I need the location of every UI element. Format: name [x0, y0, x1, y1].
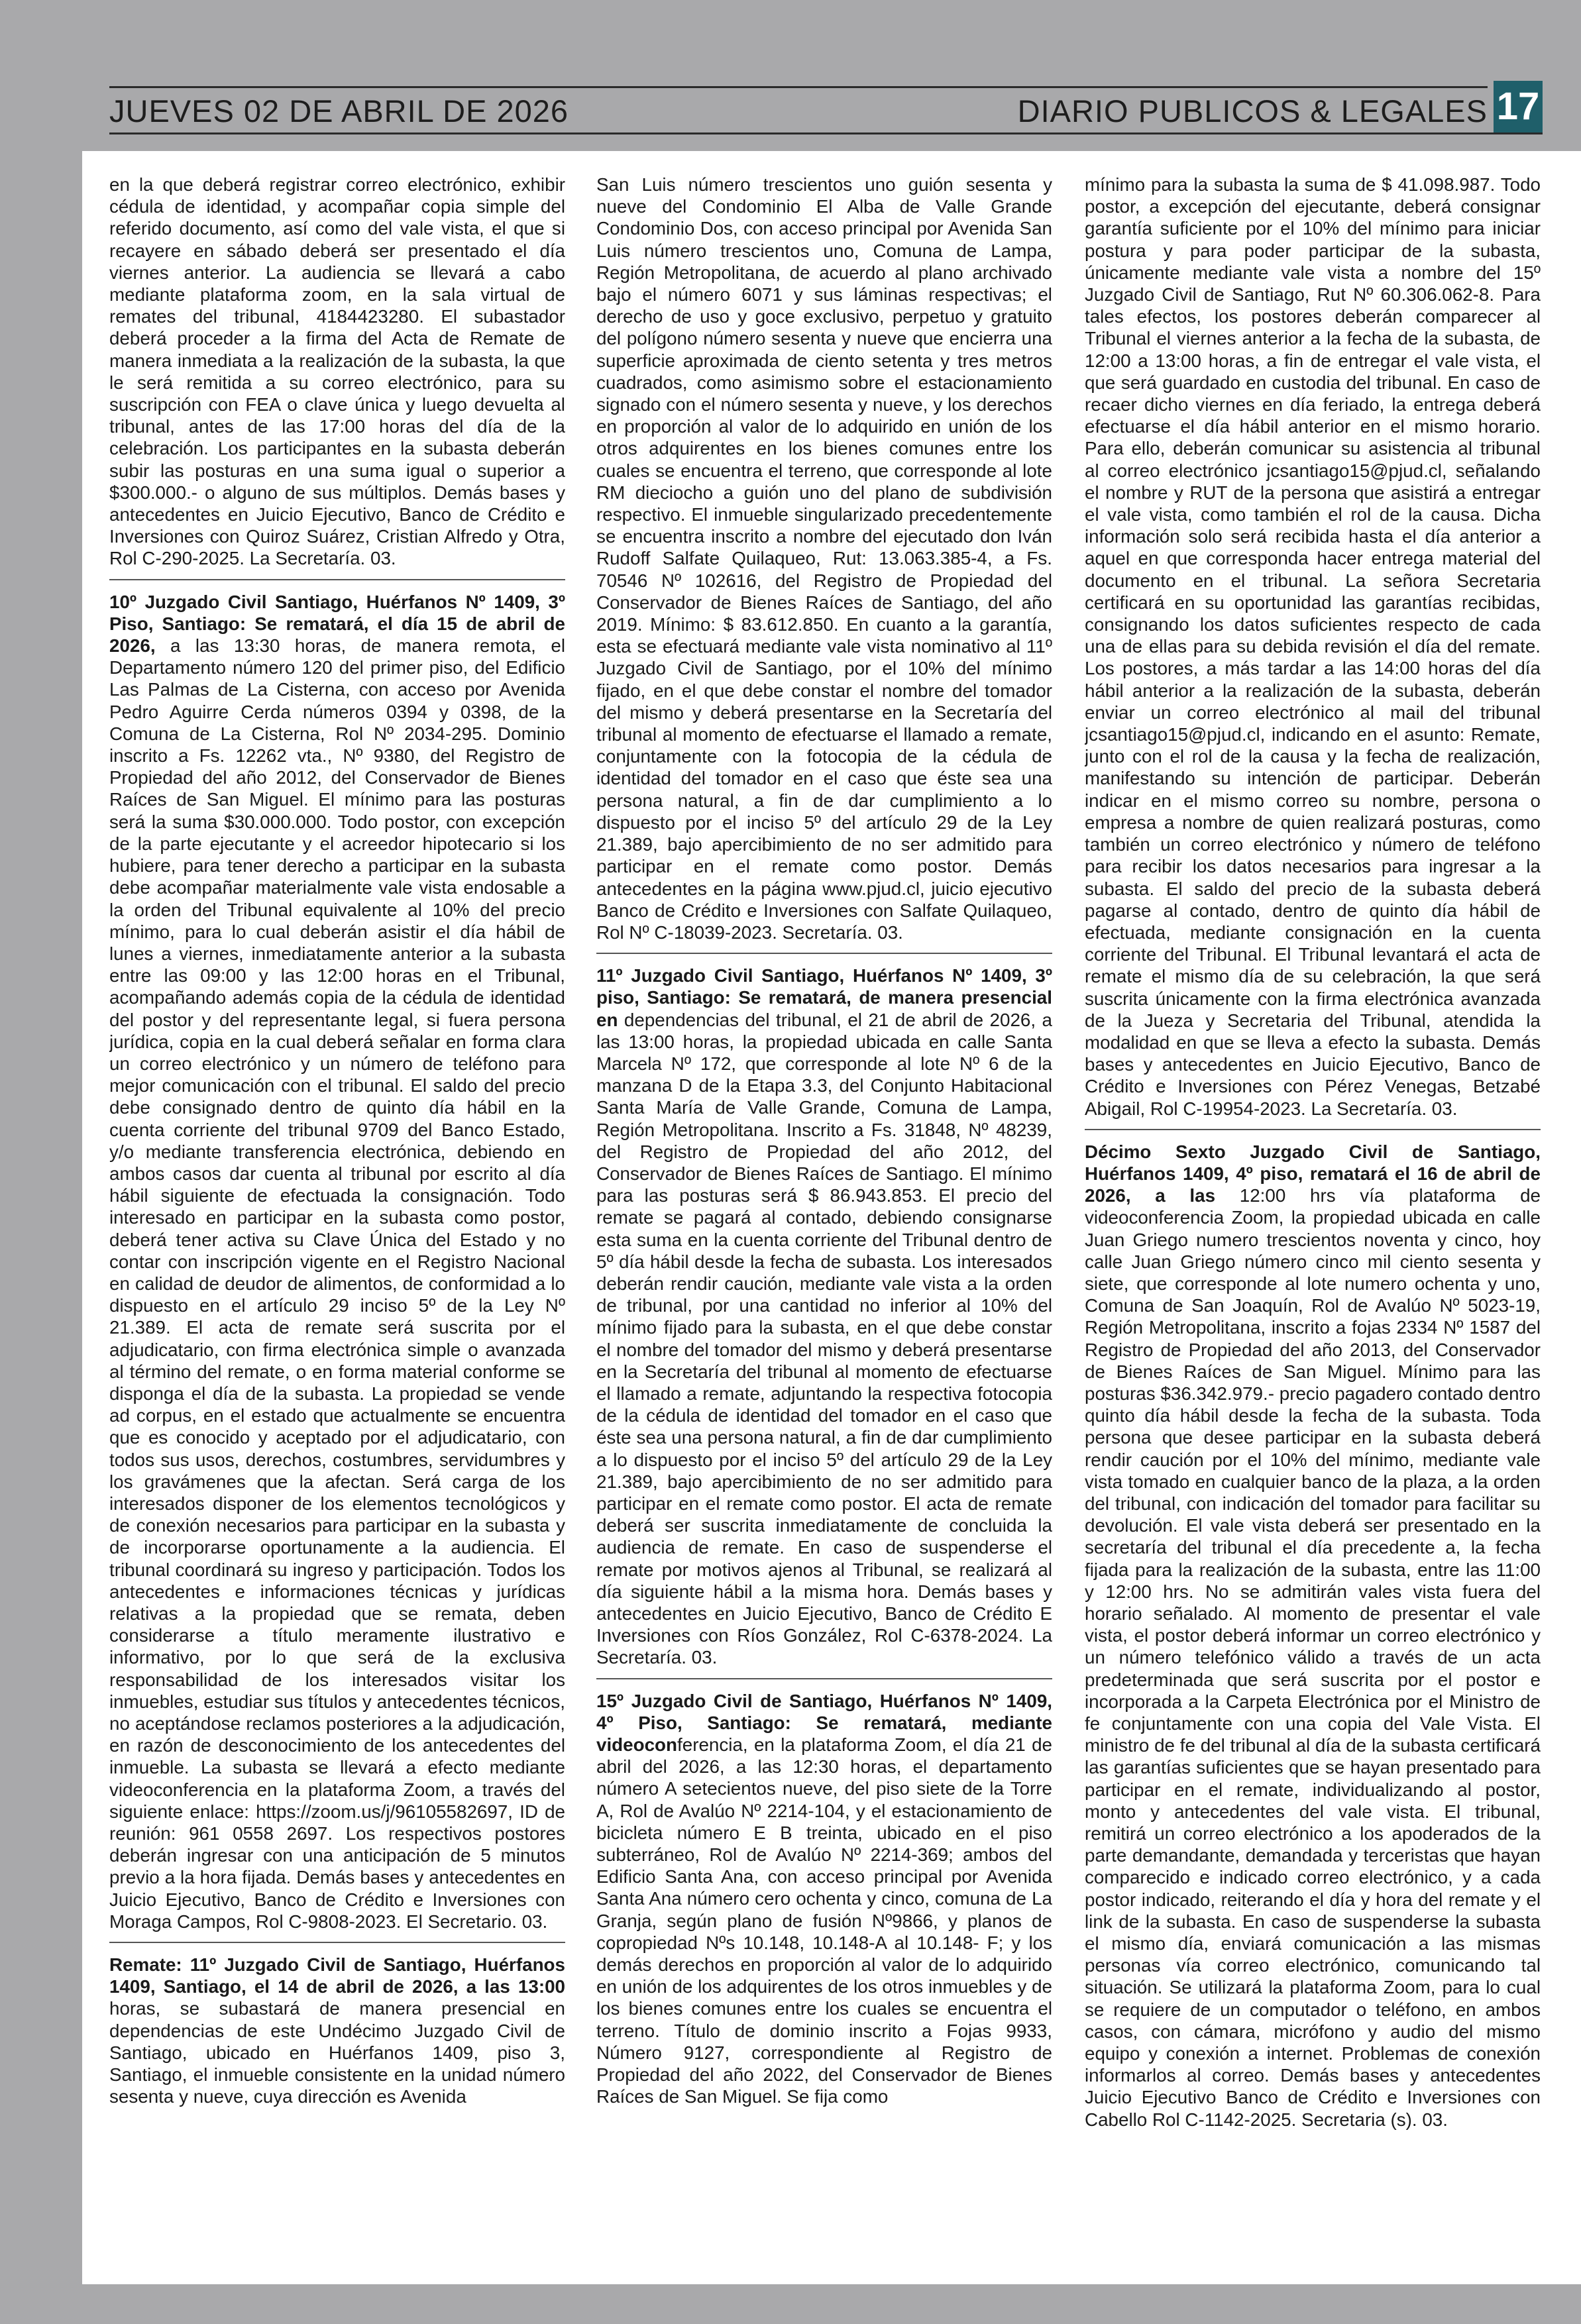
publication-title: DIARIO PUBLICOS & LEGALES: [1017, 93, 1488, 129]
header-top-rule: [109, 86, 1488, 88]
notice-body: en la que deberá registrar correo electrónico, exhibir cédula de identidad, y acompañar copia simple del referido documento, así como del vale vista, el que si recayere en sábado deberá ser presentado el día viernes anterior. La audiencia se llevará a cabo mediante plataforma zoom, en la sala virtual de remates del tribunal, 4184423280. El subastador deberá proceder a la firma del Acta de Remate de manera inmediata a la realización de la subasta, la que le será remitida a su correo electrónico, para su suscripción con FEA o clave única y luego devuelta al tribunal, antes de las 17:00 horas del día de la celebración. Los participantes en la subasta deberán subir las posturas en una suma igual o superior a $300.000.- o alguno de sus múltiplos. Demás bases y antecedentes en Juicio Ejecutivo, Banco de Crédito e Inversiones con Quiroz Suárez, Cristian Alfredo y Otra, Rol C-290-2025. La Secretaría. 03.: [109, 174, 565, 569]
legal-notice: [109, 591, 565, 1932]
notice-separator: [596, 1678, 1052, 1679]
legal-notice: [596, 1690, 1052, 2108]
notice-separator: [1085, 1129, 1541, 1130]
notice-body: a las 13:30 horas, de manera remota, el Departamento número 120 del primer piso, del Edificio Las Palmas de La Cisterna, con acceso por Avenida Pedro Aguirre Cerda números 0394 y 0398, de la Comuna de La Cisterna, Rol Nº 2034-295. Dominio inscrito a Fs. 12262 vta., Nº 9380, del Registro de Propiedad del año 2012, del Conservador de Bienes Raíces de San Miguel. El mínimo para las posturas será la suma $30.000.000. Todo postor, con excepción de la parte ejecutante y el acreedor hipotecario si los hubiere, para tener derecho a participar en la subasta debe acompañar materialmente vale vista endosable a la orden del Tribunal equivalente al 10% del precio mínimo, para lo cual deberán asistir el día hábil de lunes a viernes, inmediatamente anterior a la subasta entre las 09:00 y las 12:00 horas en el Tribunal, acompañando además copia de la cédula de identidad del postor y del representante legal, si fuera persona jurídica, copia en la cual deberá señalar en forma clara un correo electrónico y un número de teléfono para mejor comunicación con el tribunal. El saldo del precio debe consignado dentro de quinto día hábil en la cuenta corriente del tribunal 9709 del Banco Estado, y/o mediante transferencia electrónica, debiendo en ambos casos dar cuenta al tribunal por escrito al día hábil siguiente de efectuada la consignación. Todo interesado en participar en la subasta como postor, deberá tener activa su Clave Única del Estado y no contar con inscripción vigente en el Registro Nacional en calidad de deudor de alimentos, de conformidad a lo dispuesto en el artículo 29 inciso 5º de la Ley Nº 21.389. El acta de remate será suscrita por el adjudicatario, con firma electrónica simple o avanzada al término del remate, o en forma material conforme se disponga el día de la subasta. La propiedad se vende ad corpus, en el estado que actualmente se encuentra que es conocido y aceptado por el adjudicatario, con todos sus usos, derechos, costumbres, servidumbres y los gravámenes que la afectan. Será carga de los interesados disponer de los elementos tecnológicos y de conexión necesarios para participar en la subasta y de incorporarse oportunamente a la audiencia. El tribunal coordinará su ingreso y participación. Todos los antecedentes e informaciones técnicas y jurídicas relativas a la propiedad que se remata, deben considerarse a título meramente ilustrativo e informativo, por lo que será de la exclusiva responsabilidad de los interesados visitar los inmuebles, estudiar sus títulos y antecedentes técnicos, no aceptándose reclamos posteriores a la adjudicación, en razón de desconocimiento de los antecedentes del inmueble. La subasta se llevará a efecto mediante videoconferencia en la plataforma Zoom, a través del siguiente enlace: https://zoom.us/j/96105582697, ID de reunión: 961 0558 2697. Los respectivos postores deberán ingresar con una anticipación de 5 minutos previo a la hora fijada. Demás bases y antecedentes en Juicio Ejecutivo, Banco de Crédito e Inversiones con Moraga Campos, Rol C-9808-2023. El Secretario. 03.: [109, 635, 565, 1932]
issue-date: JUEVES 02 DE ABRIL DE 2026: [109, 93, 569, 129]
legal-notice: [1085, 174, 1541, 1120]
notice-separator: [109, 579, 565, 580]
notice-body: horas, se subastará de manera presencial en dependencias de este Undécimo Juzgado Civil de Santiago, ubicado en Huérfanos 1409, piso 3, Santiago, el inmueble consistente en la unidad número sesenta y nueve, cuya dirección es Avenida: [109, 1998, 565, 2107]
notice-body: 12:00 hrs vía plataforma de videoconferencia Zoom, la propiedad ubicada en calle Juan Griego numero trescientos noventa y cinco, hoy calle Juan Griego número cinco mil ciento sesenta y siete, que corresponde al lote numero ochenta y uno, Comuna de San Joaquín, Rol de Avalúo Nº 5023-19, Región Metropolitana, inscrito a fojas 2334 Nº 1587 del Registro de Propiedad del año 2013, del Conservador de Bienes Raíces de San Miguel. Mínimo para las posturas $36.342.979.- precio pagadero contado dentro quinto día hábil desde la fecha de la subasta. Toda persona que desee participar en la subasta deberá rendir caución por el 10% del mínimo, mediante vale vista tomado en cualquier banco de la plaza, a la orden del tribunal, con indicación del tomador para facilitar su devolución. El vale vista deberá ser presentado en la secretaría del tribunal el día precedente a, la fecha fijada para la realización de la subasta, entre las 11:00 y 12:00 hrs. No se admitirán vales vista fuera del horario señalado. Al momento de presentar el vale vista, el postor deberá informar un correo electrónico y un número telefónico válido a través de un acta predeterminada que será suscrita por el postor e incorporada a la Carpeta Electrónica por el Ministro de fe conjuntamente con una copia del Vale Vista. El ministro de fe del tribunal al día de la subasta certificará las garantías suficientes que se hayan presentado para participar en el remate, individualizando al postor, monto y antecedentes del vale vista. El tribunal, remitirá un correo electrónico a los apoderados de la parte demandante, demandada y terceristas que hayan comparecido e indicado correo electrónico, y a cada postor indicado, reiterando el día y hora del remate y el link de la subasta. En caso de suspenderse la subasta el mismo día, enviará comunicación a las mismas personas vía correo electrónico, comunicando tal situación. Se utilizará la plataforma Zoom, para lo cual se requiere de un computador o teléfono, en ambos casos, con cámara, micrófono y audio del mismo equipo y conexión a internet. Problemas de conexión informarlos al correo. Demás bases y antecedentes Juicio Ejecutivo Banco de Crédito e Inversiones con Cabello Rol C-1142-2025. Secretaria (s). 03.: [1085, 1185, 1541, 2130]
page-number-badge: 17: [1494, 81, 1543, 132]
notice-separator: [109, 1942, 565, 1943]
page-header: [109, 81, 1543, 135]
notice-body: ferencia, en la plataforma Zoom, el día 21 de abril del 2026, a las 12:30 horas, el departamento número A setecientos nueve, del piso siete de la Torre A, Rol de Avalúo Nº 2214-104, y el estacionamiento de bicicleta número E B treinta, ubicado en el piso subterráneo, Rol de Avalúo Nº 2214-369; ambos del Edificio Santa Ana, con acceso principal por Avenida Santa Ana número cero ochenta y cinco, comuna de La Granja, según plano de fusión Nº9866, y planos de copropiedad Nºs 10.148, 10.148-A al 10.148- F; y los demás derechos en proporción al valor de lo adquirido en unión de los adquirentes de los otros inmuebles y de los bienes comunes entre los cuales se encuentra el terreno. Título de dominio inscrito a Fojas 9933, Número 9127, correspondiente al Registro de Propiedad del año 2022, del Conservador de Bienes Raíces de San Miguel. Se fija como: [596, 1734, 1052, 2107]
notice-body: mínimo para la subasta la suma de $ 41.098.987. Todo postor, a excepción del ejecutante, deberá consignar garantía suficiente por el 10% del mínimo para iniciar postura y para poder participar de la subasta, únicamente mediante vale vista a nombre del 15º Juzgado Civil de Santiago, Rut Nº 60.306.062-8. Para tales efectos, los postores deberán comparecer al Tribunal el viernes anterior a la fecha de la subasta, de 12:00 a 13:00 horas, a fin de entregar el vale vista, el que será guardado en custodia del tribunal. En caso de recaer dicho viernes en día feriado, la entrega deberá efectuarse el día hábil anterior en el mismo horario. Para ello, deberán comunicar su asistencia al tribunal al correo electrónico jcsantiago15@pjud.cl, señalando el nombre y RUT de la persona que asistirá a entregar el vale vista, como también el rol de la causa. Dicha información solo será recibida hasta el día anterior a aquel en que corresponda hacer entrega material del documento en el tribunal. La señora Secretaria certificará en su oportunidad las garantías recibidas, consignando los datos suficientes respecto de cada una de ellas para su debida revisión el día del remate. Los postores, a más tardar a las 14:00 horas del día hábil anterior a la realización de la subasta, deberán enviar un correo electrónico al mail del tribunal jcsantiago15@pjud.cl, indicando en el asunto: Remate, junto con el rol de la causa y la fecha de realización, manifestando su intención de participar. Deberán indicar en el mismo correo su nombre, persona o empresa a nombre de quien realizará posturas, como también un correo electrónico y número de teléfono para recibir los datos necesarios para ingresar a la subasta. El saldo del precio de la subasta deberá pagarse al contado, dentro de quinto día hábil de efectuada, mediante consignación en la cuenta corriente del Tribunal. El Tribunal levantará el acta de remate el mismo día de su celebración, la que será suscrita únicamente con la firma electrónica avanzada de la Jueza y Secretaria del Tribunal, atendida la modalidad en que se lleva a efecto la subasta. Demás bases y antecedentes en Juicio Ejecutivo, Banco de Crédito e Inversiones con Pérez Venegas, Betzabé Abigail, Rol C-19954-2023. La Secretaría. 03.: [1085, 174, 1541, 1119]
notice-heading: 10º Juzgado Civil Santiago, Huérfanos Nº 1409, 3º Piso, Santiago: Se rematará, el día 15 de abril de 2026,: [109, 591, 565, 657]
column-3: [1085, 174, 1541, 2254]
notice-heading: 11º Juzgado Civil Santiago, Huérfanos Nº 1409, 3º piso, Santiago: Se rematará, de manera presencial en: [596, 965, 1052, 1030]
legal-notice: [109, 1954, 565, 2107]
header-bottom-rule: [109, 132, 1543, 134]
legal-notice: [109, 174, 565, 570]
legal-notice: [596, 965, 1052, 1669]
legal-notice: [596, 174, 1052, 943]
notice-separator: [596, 953, 1052, 954]
notice-heading: Décimo Sexto Juzgado Civil de Santiago, Huérfanos 1409, 4º piso, rematará el 16 de abril de 2026, a las: [1085, 1141, 1541, 1206]
column-1: [109, 174, 565, 2254]
notice-body: San Luis número trescientos uno guión sesenta y nueve del Condominio El Alba de Valle Grande Condominio Dos, con acceso principal por Avenida San Luis número trescientos uno, Comuna de Lampa, Región Metropolitana, de acuerdo al plano archivado bajo el número 6071 y sus láminas respectivas; el derecho de uso y goce exclusivo, perpetuo y gratuito del polígono número sesenta y nueve que encierra una superficie aproximada de ciento setenta y tres metros cuadrados, como asimismo sobre el estacionamiento signado con el número sesenta y nueve, y los derechos en proporción al valor de lo adquirido en unión de los otros adquirentes en los bienes comunes entre los cuales se encuentra el terreno, que corresponde al lote RM dieciocho a guión uno del plano de subdivisión respectivo. El inmueble singularizado precedentemente se encuentra inscrito a nombre del ejecutado don Iván Rudoff Salfate Quilaqueo, Rut: 13.063.385-4, a Fs. 70546 Nº 102616, del Registro de Propiedad del Conservador de Bienes Raíces de Santiago, del año 2019. Mínimo: $ 83.612.850. En cuanto a la garantía, esta se efectuará mediante vale vista nominativo al 11º Juzgado Civil de Santiago, por el 10% del mínimo fijado, en el que debe constar el nombre del tomador del mismo y deberá presentarse en la Secretaría del tribunal al momento de efectuarse el llamado a remate, conjuntamente con la fotocopia de la cédula de identidad del tomador en el caso que éste sea una persona natural, a fin de dar cumplimiento a lo dispuesto por el inciso 5º del artículo 29 de la Ley 21.389, bajo apercibimiento de no ser admitido para participar en el remate como postor. Demás antecedentes en la página www.pjud.cl, juicio ejecutivo Banco de Crédito e Inversiones con Salfate Quilaqueo, Rol Nº C-18039-2023. Secretaría. 03.: [596, 174, 1052, 943]
notice-heading: 15º Juzgado Civil de Santiago, Huérfanos Nº 1409, 4º Piso, Santiago: Se rematará, mediante videocon: [596, 1690, 1052, 1756]
column-2: [596, 174, 1052, 2254]
legal-notice: [1085, 1141, 1541, 2131]
notice-body: dependencias del tribunal, el 21 de abril de 2026, a las 13:00 horas, la propiedad ubicada en calle Santa Marcela Nº 172, que corresponde al lote Nº 6 de la manzana D de la Etapa 3.3, del Conjunto Habitacional Santa María de Valle Grande, Comuna de Lampa, Región Metropolitana. Inscrito a Fs. 31848, Nº 48239, del Registro de Propiedad del año 2012, del Conservador de Bienes Raíces de Santiago. El mínimo para las posturas será $ 86.943.853. El precio del remate se pagará al contado, debiendo consignarse esta suma en la cuenta corriente del Tribunal dentro de 5º día hábil desde la fecha de subasta. Los interesados deberán rendir caución, mediante vale vista a la orden de tribunal, por una cantidad no inferior al 10% del mínimo fijado para la subasta, en el que debe constar el nombre del tomador del mismo y deberá presentarse en la Secretaría del tribunal al momento de efectuarse el llamado a remate, adjuntando la respectiva fotocopia de la cédula de identidad del tomador en el caso que éste sea una persona natural, a fin de dar cumplimiento a lo dispuesto por el inciso 5º del artículo 29 de la Ley 21.389, bajo apercibimiento de no ser admitido para participar en el remate como postor. El acta de remate deberá ser suscrita inmediatamente de concluida la audiencia de remate. En caso de suspenderse el remate por motivos ajenos al Tribunal, se realizará al día siguiente hábil a la misma hora. Demás bases y antecedentes en Juicio Ejecutivo, Banco de Crédito E Inversiones con Ríos González, Rol C-6378-2024. La Secretaría. 03.: [596, 1009, 1052, 1668]
notice-heading: Remate: 11º Juzgado Civil de Santiago, Huérfanos 1409, Santiago, el 14 de abril de 2026, a las 13:00: [109, 1954, 565, 1997]
